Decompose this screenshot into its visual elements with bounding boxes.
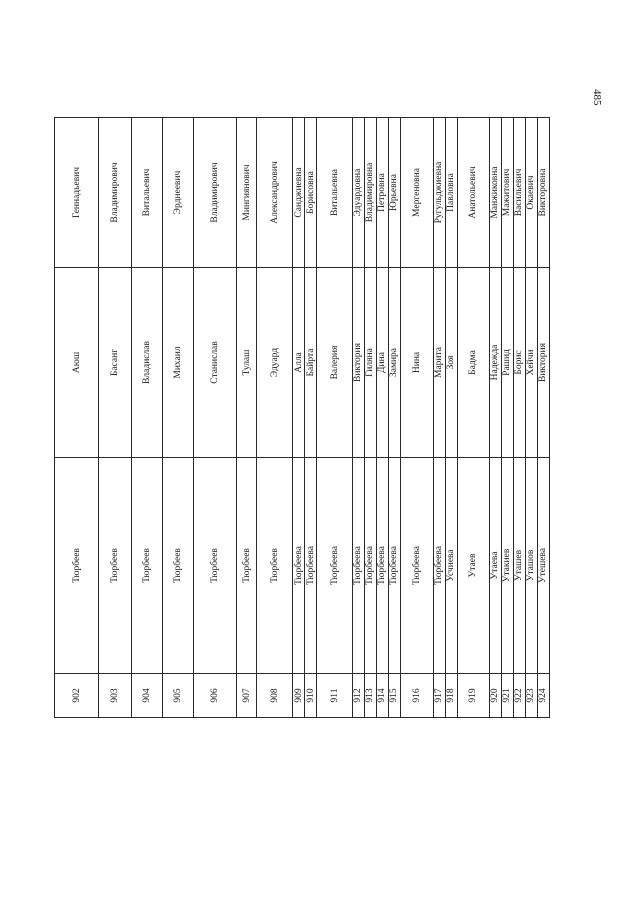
registry-table-body (55, 118, 550, 718)
name-cell: Хейчи (525, 268, 537, 458)
patronymic-cell: Павловна (445, 118, 457, 268)
table-row (525, 118, 537, 718)
surname-cell: Усчиева (445, 458, 457, 674)
row-number-cell: 918 (445, 674, 457, 718)
table-row (501, 118, 513, 718)
patronymic-cell: Борисовна (305, 118, 317, 268)
name-cell: Валерия (317, 268, 352, 458)
patronymic-cell: Мажитович (501, 118, 513, 268)
row-number-cell: 910 (305, 674, 317, 718)
surname-cell: Утаев (457, 458, 489, 674)
patronymic-cell: Владимирович (194, 118, 237, 268)
row-number-cell: 915 (388, 674, 400, 718)
row-number-cell: 914 (376, 674, 388, 718)
patronymic-cell: Мингиянович (237, 118, 257, 268)
patronymic-cell: Манжиковна (489, 118, 501, 268)
surname-cell: Тюрбеева (400, 458, 433, 674)
surname-cell: Тюрбеева (293, 458, 305, 674)
row-number-cell: 912 (352, 674, 364, 718)
row-number-cell: 913 (364, 674, 376, 718)
patronymic-cell: Витальевна (317, 118, 352, 268)
table-row (257, 118, 293, 718)
name-cell: Борис (513, 268, 525, 458)
name-cell: Станислав (194, 268, 237, 458)
registry-table (54, 117, 550, 718)
surname-cell: Тюрбеев (55, 458, 99, 674)
patronymic-cell: Эрднеевич (163, 118, 194, 268)
name-cell: Михаил (163, 268, 194, 458)
registry-table-area (54, 118, 550, 718)
patronymic-cell: Васильевич (513, 118, 525, 268)
name-cell: Дина (376, 268, 388, 458)
row-number-cell: 920 (489, 674, 501, 718)
surname-cell: Утаева (489, 458, 501, 674)
table-row (352, 118, 364, 718)
name-cell: Байрта (305, 268, 317, 458)
row-number-cell: 905 (163, 674, 194, 718)
surname-cell: Тюрбеева (317, 458, 352, 674)
surname-cell: Тюрбеева (352, 458, 364, 674)
patronymic-cell: Юрьевна (388, 118, 400, 268)
patronymic-cell: Викторовна (537, 118, 549, 268)
name-cell: Надежда (489, 268, 501, 458)
name-cell: Бадма (457, 268, 489, 458)
patronymic-cell: Ругульджиевна (433, 118, 445, 268)
patronymic-cell: Витальевич (132, 118, 163, 268)
patronymic-cell: Эдуардовна (352, 118, 364, 268)
surname-cell: Утешева (537, 458, 549, 674)
name-cell: Алла (293, 268, 305, 458)
row-number-cell: 922 (513, 674, 525, 718)
table-row (513, 118, 525, 718)
row-number-cell: 917 (433, 674, 445, 718)
surname-cell: Тюрбеева (433, 458, 445, 674)
table-row (433, 118, 445, 718)
surname-cell: Уташев (513, 458, 525, 674)
page-number: 485 (591, 89, 603, 106)
patronymic-cell: Петровна (376, 118, 388, 268)
table-row (364, 118, 376, 718)
surname-cell: Тюрбеев (257, 458, 293, 674)
name-cell: Зоя (445, 268, 457, 458)
patronymic-cell: Санджиевна (293, 118, 305, 268)
row-number-cell: 902 (55, 674, 99, 718)
row-number-cell: 904 (132, 674, 163, 718)
name-cell: Виктория (537, 268, 549, 458)
row-number-cell: 907 (237, 674, 257, 718)
surname-cell: Тюрбеева (364, 458, 376, 674)
surname-cell: Уташов (525, 458, 537, 674)
table-row (489, 118, 501, 718)
surname-cell: Тюрбеева (376, 458, 388, 674)
name-cell: Владислав (132, 268, 163, 458)
table-row (55, 118, 99, 718)
name-cell: Замира (388, 268, 400, 458)
row-number-cell: 903 (99, 674, 132, 718)
table-row (457, 118, 489, 718)
surname-cell: Тюрбеев (237, 458, 257, 674)
registry-table-rotated (54, 118, 550, 718)
name-cell: Виктория (352, 268, 364, 458)
row-number-cell: 909 (293, 674, 305, 718)
table-row (400, 118, 433, 718)
row-number-cell: 906 (194, 674, 237, 718)
name-cell: Марита (433, 268, 445, 458)
table-row (445, 118, 457, 718)
table-row (163, 118, 194, 718)
name-cell: Рашид (501, 268, 513, 458)
patronymic-cell: Александрович (257, 118, 293, 268)
row-number-cell: 919 (457, 674, 489, 718)
name-cell: Басанг (99, 268, 132, 458)
surname-cell: Утакиев (501, 458, 513, 674)
patronymic-cell: Владимировна (364, 118, 376, 268)
row-number-cell: 923 (525, 674, 537, 718)
table-row (194, 118, 237, 718)
name-cell: Гиляна (364, 268, 376, 458)
surname-cell: Тюрбеев (163, 458, 194, 674)
surname-cell: Тюрбеев (194, 458, 237, 674)
surname-cell: Тюрбеев (99, 458, 132, 674)
patronymic-cell: Владимирович (99, 118, 132, 268)
table-row (388, 118, 400, 718)
name-cell: Тулаш (237, 268, 257, 458)
table-row (237, 118, 257, 718)
table-row (99, 118, 132, 718)
table-row (317, 118, 352, 718)
table-row (537, 118, 549, 718)
surname-cell: Тюрбеев (132, 458, 163, 674)
table-row (305, 118, 317, 718)
row-number-cell: 916 (400, 674, 433, 718)
table-row (376, 118, 388, 718)
patronymic-cell: Окаевич (525, 118, 537, 268)
row-number-cell: 908 (257, 674, 293, 718)
name-cell: Эдуард (257, 268, 293, 458)
surname-cell: Тюрбеева (388, 458, 400, 674)
patronymic-cell: Геннадьевич (55, 118, 99, 268)
row-number-cell: 924 (537, 674, 549, 718)
row-number-cell: 911 (317, 674, 352, 718)
patronymic-cell: Мергеновна (400, 118, 433, 268)
surname-cell: Тюрбеева (305, 458, 317, 674)
patronymic-cell: Анатольевич (457, 118, 489, 268)
name-cell: Аюш (55, 268, 99, 458)
table-row (293, 118, 305, 718)
table-row (132, 118, 163, 718)
name-cell: Нина (400, 268, 433, 458)
row-number-cell: 921 (501, 674, 513, 718)
